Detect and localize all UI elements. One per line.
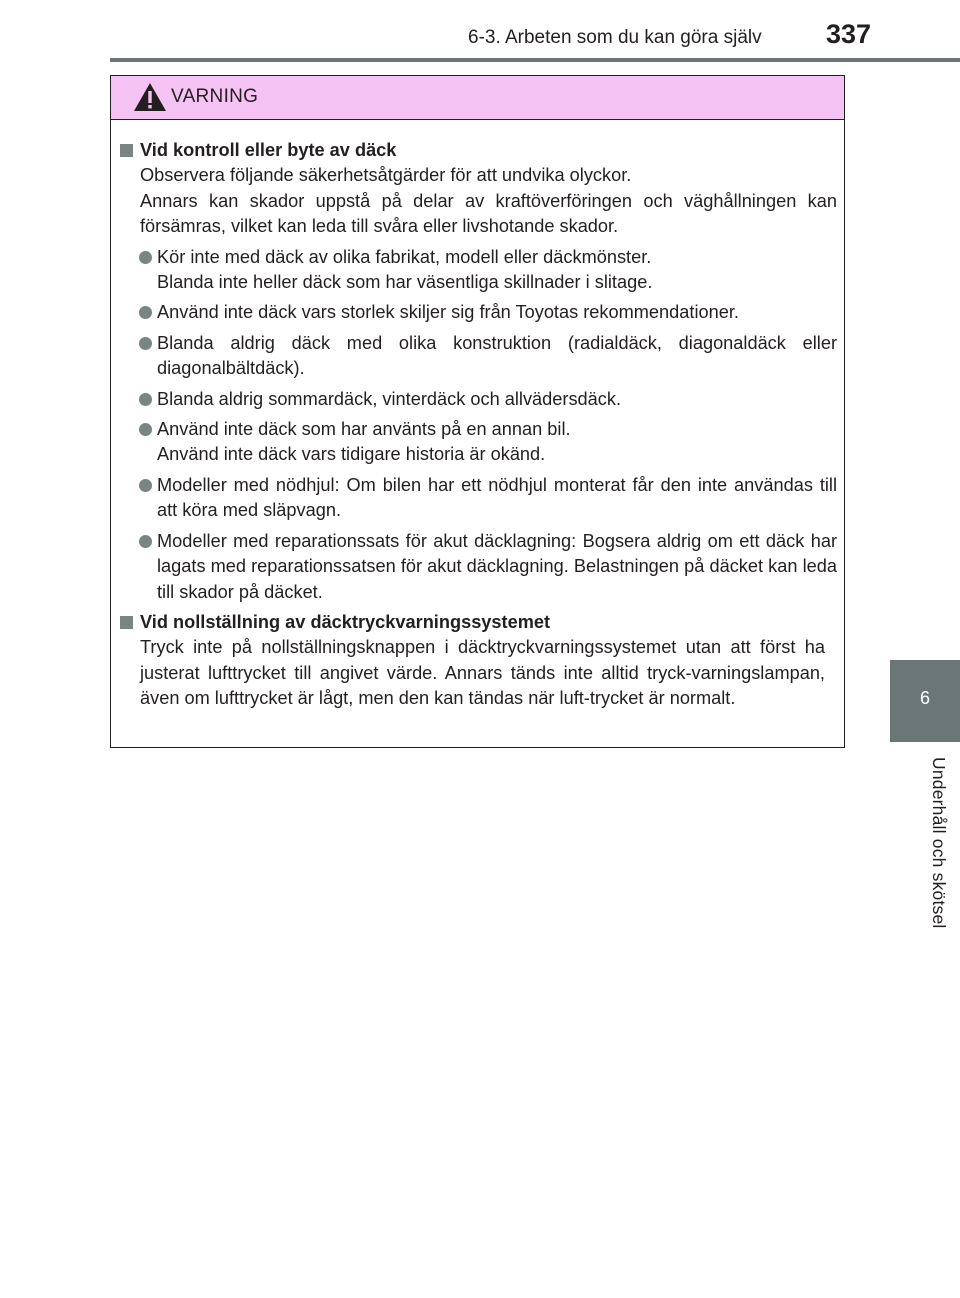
square-bullet-icon — [120, 144, 133, 157]
warning-header — [111, 76, 844, 120]
round-bullet-icon — [139, 535, 152, 548]
section-intro: Observera följande säkerhetsåtgärder för att undvika olyckor. Annars kan skador uppstå på delar av kraftöverföringen och väghållningen kan försämras, vilket kan leda till svåra eller livshotande skador. — [140, 165, 837, 237]
round-bullet-icon — [139, 337, 152, 350]
list-item: Kör inte med däck av olika fabrikat, modell eller däckmönster. Blanda inte heller däck som har väsentliga skillnader i slitage. — [120, 245, 837, 296]
list-item: Modeller med reparationssats för akut däcklagning: Bogsera aldrig om ett däck har lagats med reparationssatsen för akut däcklagning. Belastningen på däcket kan leda till skador på däcket. — [120, 529, 837, 605]
list-item: Blanda aldrig däck med olika konstruktion (radialdäck, diagonaldäck eller diagonalbältdäck). — [120, 331, 837, 382]
round-bullet-icon — [139, 251, 152, 264]
list-item: Blanda aldrig sommardäck, vinterdäck och allvädersdäck. — [120, 387, 837, 412]
warning-title: VARNING — [171, 86, 259, 107]
warning-body — [111, 120, 844, 712]
warning-box — [110, 75, 845, 748]
list-item: Använd inte däck vars storlek skiljer sig från Toyotas rekommendationer. — [120, 300, 837, 325]
list-item: Använd inte däck som har använts på en annan bil. Använd inte däck vars tidigare historia är okänd. — [120, 417, 837, 468]
round-bullet-icon — [139, 393, 152, 406]
list-item: Modeller med nödhjul: Om bilen har ett nödhjul monterat får den inte användas till att köra med släpvagn. — [120, 473, 837, 524]
round-bullet-icon — [139, 479, 152, 492]
chapter-label: Underhåll och skötsel — [929, 757, 949, 929]
section-title: Vid nollställning av däcktryckvarningssystemet — [120, 610, 837, 635]
round-bullet-icon — [139, 423, 152, 436]
square-bullet-icon — [120, 616, 133, 629]
warning-triangle-icon — [133, 82, 167, 112]
header-rule — [110, 58, 960, 62]
page-number: 337 — [826, 19, 872, 49]
chapter-tab[interactable]: 6 — [890, 660, 960, 742]
round-bullet-icon — [139, 306, 152, 319]
section-title: Vid kontroll eller byte av däck — [120, 138, 837, 163]
section-intro: Tryck inte på nollställningsknappen i däcktryckvarningssystemet utan att först ha justerat lufttrycket till angivet värde. Annars tänds inte alltid tryck-varningslampan, även om lufttrycket är lågt, men den kan tändas när luft-trycket är normalt. — [140, 637, 825, 709]
running-header-section: 6-3. Arbeten som du kan göra själv — [468, 27, 762, 48]
